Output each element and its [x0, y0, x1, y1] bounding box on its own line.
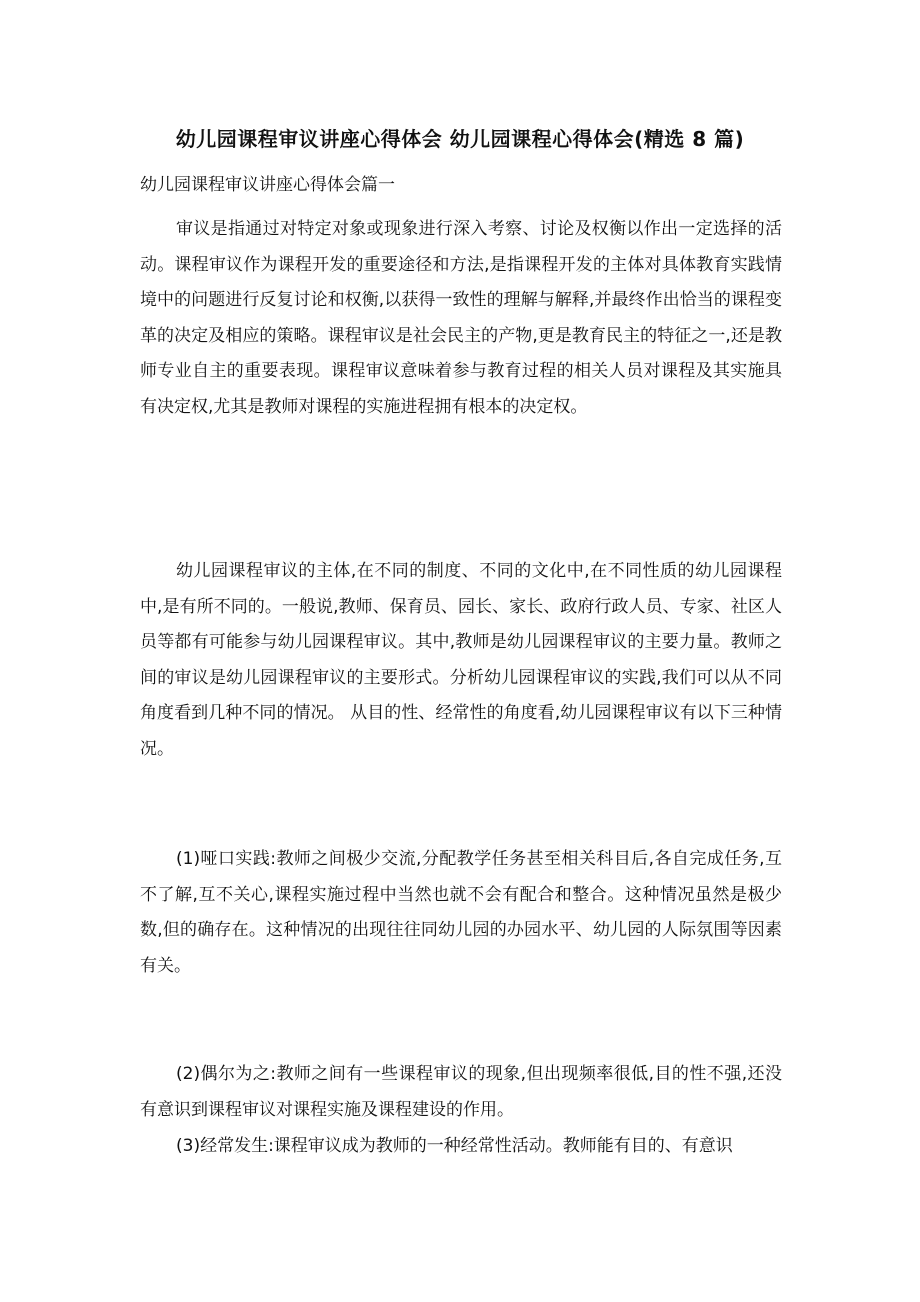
paragraph-5: (3)经常发生:课程审议成为教师的一种经常性活动。教师能有目的、有意识 — [176, 1136, 733, 1156]
paragraph-3: (1)哑口实践:教师之间极少交流,分配教学任务甚至相关科目后,各自完成任务,互不了解,互不关心,课程实施过程中当然也就不会有配合和整合。这种情况虽然是极少数,但的确存在。这种情况的出现往往同幼儿园的办园水平、幼儿园的人际氛围等因素有关。 — [140, 849, 782, 976]
paragraph-2: 幼儿园课程审议的主体,在不同的制度、不同的文化中,在不同性质的幼儿园课程中,是有所不同的。一般说,教师、保育员、园长、家长、政府行政人员、专家、社区人员等都有可能参与幼儿园课程审议。其中,教师是幼儿园课程审议的主要力量。教师之间的审议是幼儿园课程审议的主要形式。分析幼儿园课程审议的实践,我们可以从不同角度看到几种不同的情况。 从目的性、经常性的角度看,幼儿园课程审议有以下三种情况。 — [140, 561, 782, 759]
paragraph-4: (2)偶尔为之:教师之间有一些课程审议的现象,但出现频率很低,目的性不强,还没有意识到课程审议对课程实施及课程建设的作用。 — [140, 1064, 782, 1120]
paragraph-1: 审议是指通过对特定对象或现象进行深入考察、讨论及权衡以作出一定选择的活动。课程审议作为课程开发的重要途径和方法,是指课程开发的主体对具体教育实践情境中的问题进行反复讨论和权衡,以获得一致性的理解与解释,并最终作出恰当的课程变革的决定及相应的策略。课程审议是社会民主的产物,更是教育民主的特征之一,还是教师专业自主的重要表现。课程审议意味着参与教育过程的相关人员对课程及其实施具有决定权,尤其是教师对课程的实施进程拥有根本的决定权。 — [140, 219, 782, 417]
section-heading: 幼儿园课程审议讲座心得体会篇一 — [140, 175, 395, 195]
document-title: 幼儿园课程审议讲座心得体会 幼儿园课程心得体会(精选 8 篇) — [175, 127, 745, 151]
